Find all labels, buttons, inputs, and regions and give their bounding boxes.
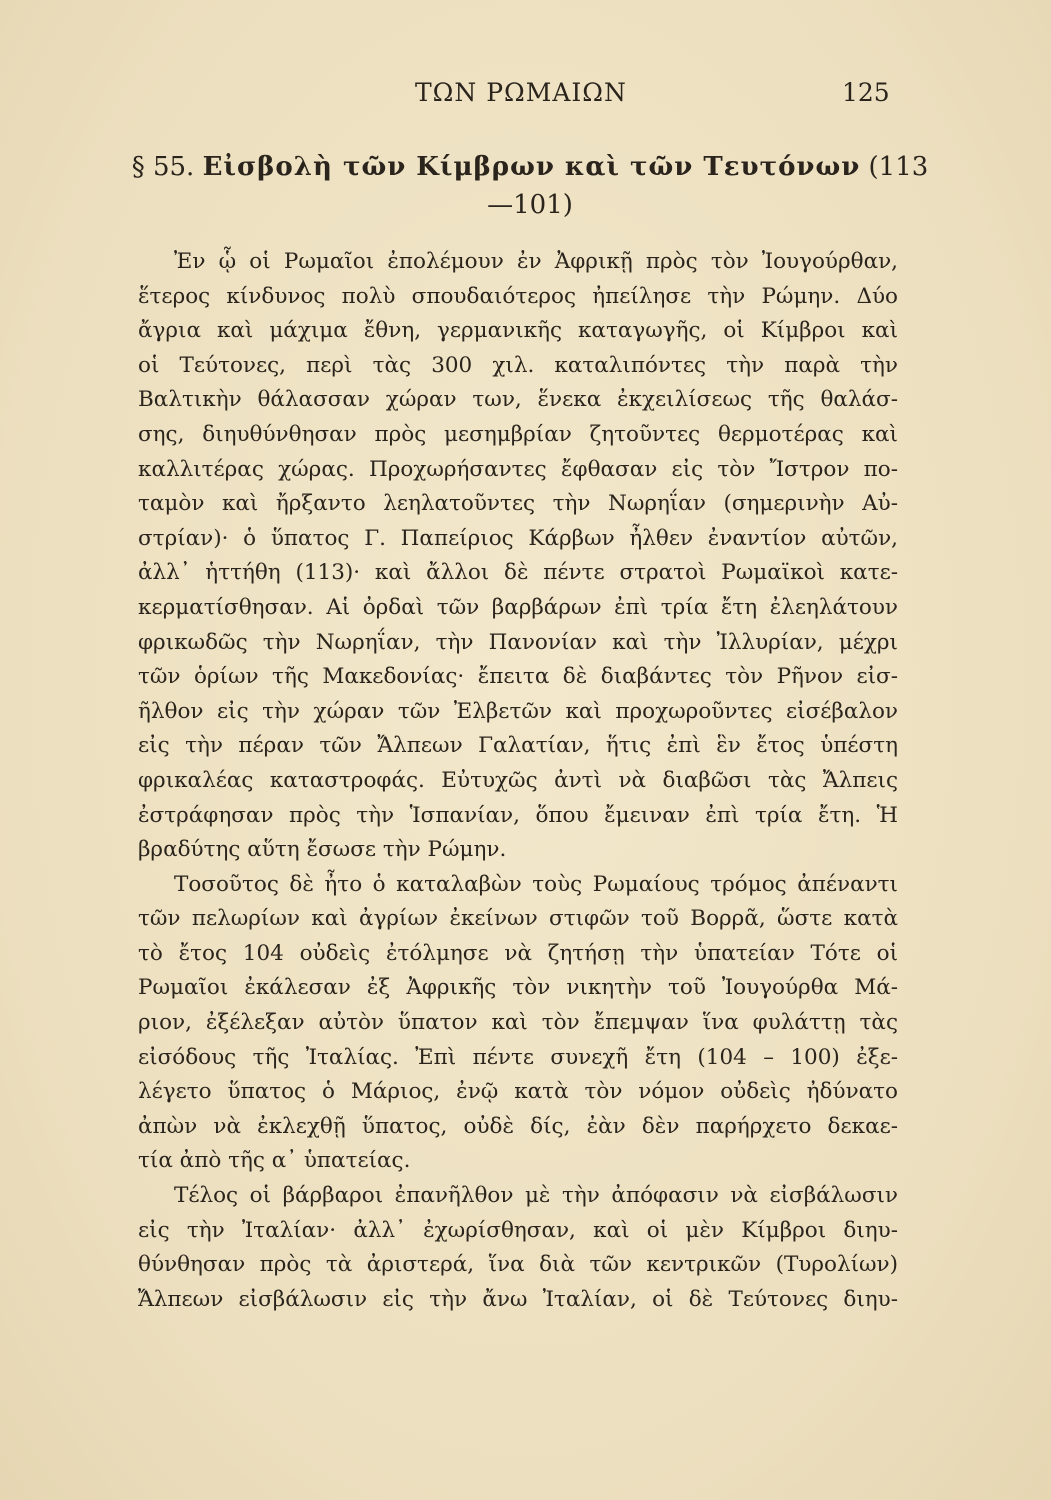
body-text [138,245,898,1317]
text-line: εἰς τὴν πέραν τῶν Ἄλπεων Γαλατίαν, ἥτις ἐπὶ ἓν ἔτος ὑπέστη [138,733,898,759]
text-line: σης, διηυθύνθησαν πρὸς μεσημβρίαν ζητοῦντες θερμοτέρας καὶ [138,421,898,447]
text-line: Ρωμαῖοι ἐκάλεσαν ἐξ Ἀφρικῆς τὸν νικητὴν τοῦ Ἰουγούρθα Μά- [138,975,898,1001]
text-line: τία ἀπὸ τῆς α᾽ ὑπατείας. [138,1148,411,1174]
section-title: Εἰσβολὴ τῶν Κίμβρων καὶ τῶν Τευτόνων [202,152,861,182]
text-line: εἰς τὴν Ἰταλίαν· ἀλλ᾽ ἐχωρίσθησαν, καὶ οἱ μὲν Κίμβροι διηυ- [138,1217,898,1243]
text-line: στρίαν)· ὁ ὕπατος Γ. Παπείριος Κάρβων ἦλθεν ἐναντίον αὐτῶν, [138,525,898,551]
text-line: ταμὸν καὶ ἤρξαντο λεηλατοῦντες τὴν Νωρηΐαν (σημερινὴν Αὐ- [138,491,898,517]
text-line: ἐστράφησαν πρὸς τὴν Ἱσπανίαν, ὅπου ἔμειναν ἐπὶ τρία ἔτη. Ἡ [138,802,898,828]
text-line: Τοσοῦτος δὲ ἦτο ὁ καταλαβὼν τοὺς Ρωμαίους τρόμος ἀπέναντι [174,871,898,897]
text-line: οἱ Τεύτονες, περὶ τὰς 300 χιλ. καταλιπόντες τὴν παρὰ τὴν [138,352,898,378]
text-line: ἕτερος κίνδυνος πολὺ σπουδαιότερος ἠπείλησε τὴν Ρώμην. Δύο [138,283,898,309]
text-line: ἄγρια καὶ μάχιμα ἔθνη, γερμανικῆς καταγωγῆς, οἱ Κίμβροι καὶ [138,318,898,344]
text-line: ἀπὼν νὰ ἐκλεχθῇ ὕπατος, οὐδὲ δίς, ἐὰν δὲν παρήρχετο δεκαε- [138,1113,898,1139]
running-header [0,78,1051,114]
page-number: 125 [842,78,890,107]
text-line: φρικαλέας καταστροφάς. Εὐτυχῶς ἀντὶ νὰ διαβῶσι τὰς Ἄλπεις [138,767,898,793]
text-line: λέγετο ὕπατος ὁ Μάριος, ἐνῷ κατὰ τὸν νόμον οὐδεὶς ἠδύνατο [138,1079,898,1105]
text-line: Βαλτικὴν θάλασσαν χώραν των, ἕνεκα ἐκχειλίσεως τῆς θαλάσ- [138,387,898,413]
section-dates: (113—101) [487,152,929,220]
text-line: τῶν πελωρίων καὶ ἀγρίων ἐκείνων στιφῶν τοῦ Βορρᾶ, ὥστε κατὰ [138,906,898,932]
text-line: ἀλλ᾽ ἡττήθη (113)· καὶ ἄλλοι δὲ πέντε στρατοὶ Ρωμαϊκοὶ κατε- [138,560,898,586]
text-line: εἰσόδους τῆς Ἰταλίας. Ἐπὶ πέντε συνεχῆ ἔτη (104 – 100) ἐξε- [138,1044,898,1070]
text-line: φρικωδῶς τὴν Νωρηΐαν, τὴν Πανονίαν καὶ τὴν Ἰλλυρίαν, μέχρι [138,629,898,655]
section-number: § 55. [131,152,195,182]
text-line: ριον, ἐξέλεξαν αὐτὸν ὕπατον καὶ τὸν ἔπεμψαν ἵνα φυλάττῃ τὰς [138,1010,898,1036]
text-line: θύνθησαν πρὸς τὰ ἀριστερά, ἵνα διὰ τῶν κεντρικῶν (Τυρολίων) [138,1252,898,1278]
text-line: Τέλος οἱ βάρβαροι ἐπανῆλθον μὲ τὴν ἀπόφασιν νὰ εἰσβάλωσιν [174,1183,898,1209]
running-title: ΤΩΝ ΡΩΜΑΙΩΝ [415,78,627,107]
text-line: καλλιτέρας χώρας. Προχωρήσαντες ἔφθασαν εἰς τὸν Ἴστρον πο- [138,456,898,482]
section-heading [130,148,930,224]
text-line: Ἐν ᾧ οἱ Ρωμαῖοι ἐπολέμουν ἐν Ἀφρικῇ πρὸς τὸν Ἰουγούρθαν, [174,249,898,274]
text-line: κερματίσθησαν. Αἱ ὀρδαὶ τῶν βαρβάρων ἐπὶ τρία ἔτη ἐλεηλάτουν [138,594,898,620]
text-line: ῆλθον εἰς τὴν χώραν τῶν Ἐλβετῶν καὶ προχωροῦντες εἰσέβαλον [138,698,898,724]
text-line: τὸ ἔτος 104 οὐδεὶς ἐτόλμησε νὰ ζητήσῃ τὴν ὑπατείαν Τότε οἱ [138,940,898,966]
text-line: τῶν ὁρίων τῆς Μακεδονίας· ἔπειτα δὲ διαβάντες τὸν Ρῆνον εἰσ- [138,664,898,690]
text-line: Ἄλπεων εἰσβάλωσιν εἰς τὴν ἄνω Ἰταλίαν, οἱ δὲ Τεύτονες διηυ- [138,1286,898,1312]
text-line: βραδύτης αὕτη ἔσωσε τὴν Ρώμην. [138,837,507,863]
